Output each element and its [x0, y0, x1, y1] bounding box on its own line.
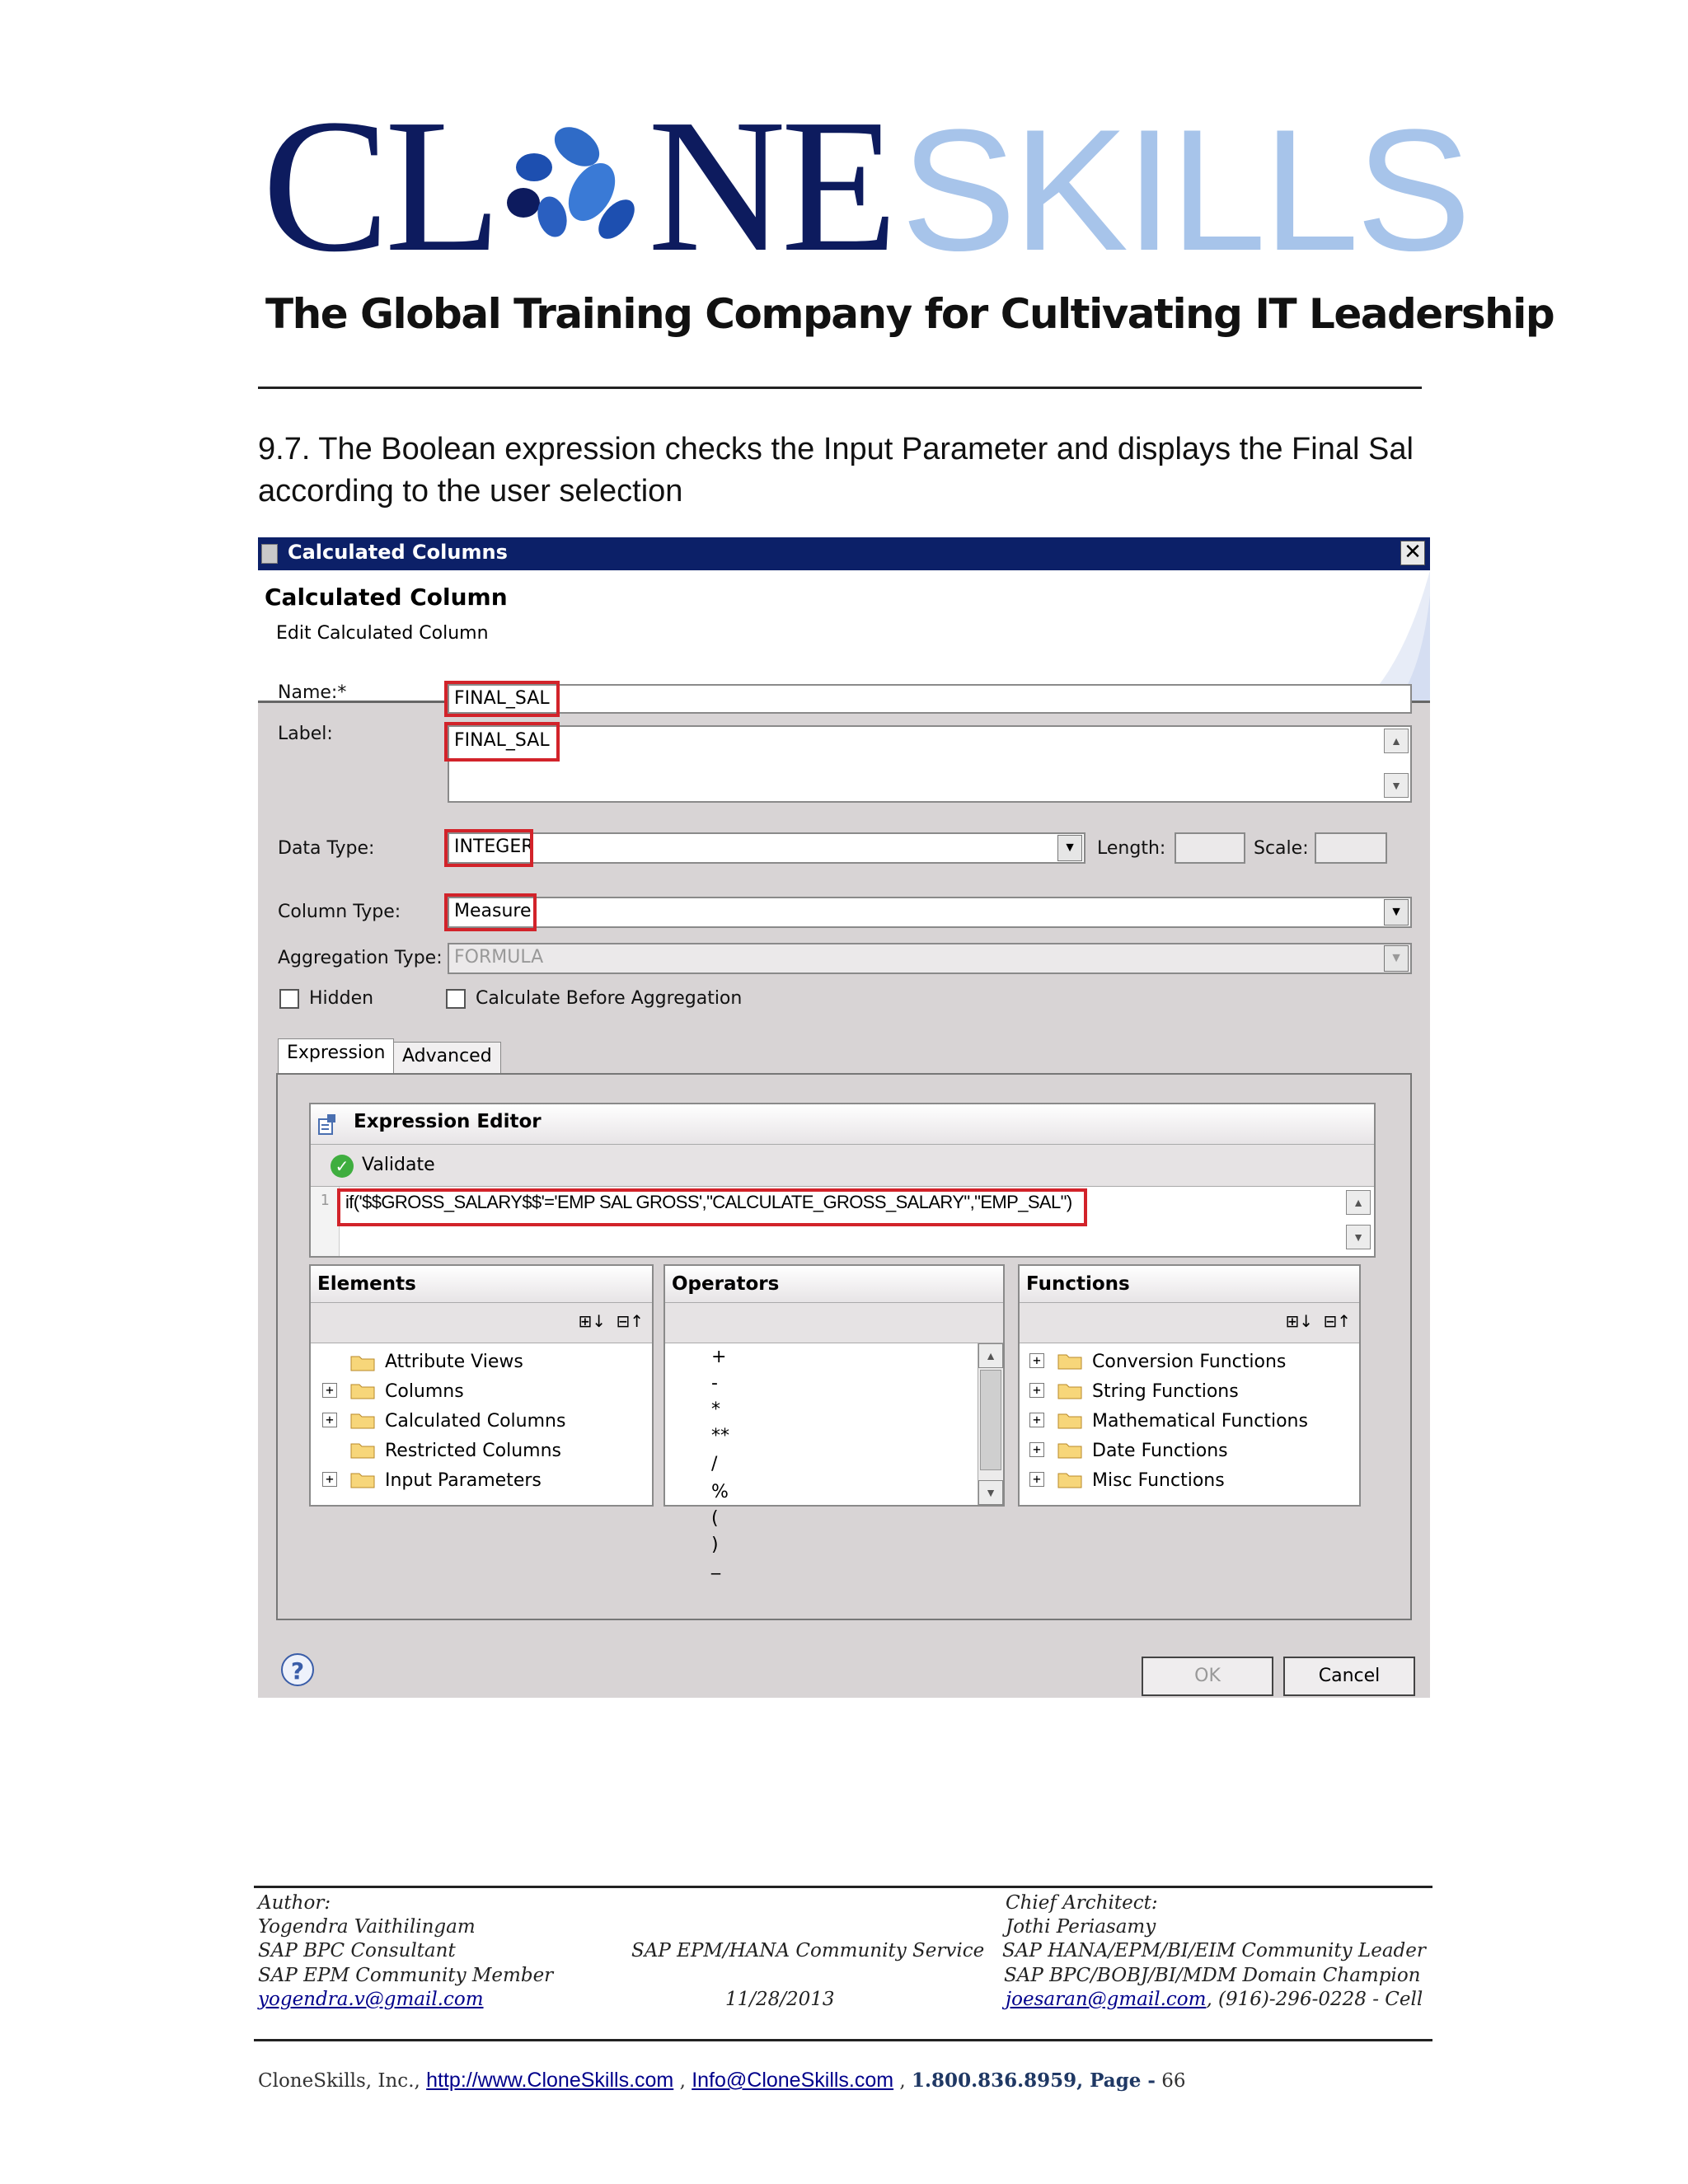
element-columns[interactable]: Columns: [385, 1381, 464, 1402]
author-name: Yogendra Vaithilingam: [258, 1916, 476, 1938]
scroll-up-icon[interactable]: ▲: [978, 1343, 1003, 1368]
function-string[interactable]: String Functions: [1092, 1381, 1239, 1402]
header-divider: [258, 387, 1422, 389]
collapse-all-icon[interactable]: ⊟↑: [616, 1311, 644, 1331]
operator-multiply[interactable]: *: [711, 1399, 720, 1420]
dialog-window-title: Calculated Columns: [288, 541, 508, 564]
label-scroll-up-icon[interactable]: ▲: [1384, 729, 1409, 753]
tagline: The Global Training Company for Cultivating IT Leadership: [265, 290, 1554, 338]
elements-pane: [309, 1264, 654, 1507]
folder-icon: [1057, 1381, 1082, 1399]
community-service: SAP EPM/HANA Community Service: [631, 1940, 985, 1961]
expand-icon[interactable]: +: [322, 1413, 337, 1427]
architect-phone: , (916)-296-0228 - Cell: [1206, 1989, 1423, 2010]
line-number-gutter: [311, 1187, 340, 1256]
elements-toolbar: [311, 1303, 652, 1343]
logo-text-cl: CL: [262, 80, 497, 292]
author-label: Author:: [258, 1892, 331, 1914]
column-type-select[interactable]: Measure: [448, 897, 1412, 928]
name-highlight: [444, 681, 560, 717]
column-type-label: Column Type:: [278, 902, 401, 922]
dialog-titlebar: [258, 537, 1430, 570]
company-name: CloneSkills, Inc.,: [258, 2070, 420, 2092]
banner-decoration-icon: [1331, 570, 1430, 702]
author-role-1: SAP BPC Consultant: [258, 1940, 456, 1961]
length-field[interactable]: [1175, 832, 1245, 864]
operator-underscore[interactable]: _: [711, 1554, 720, 1575]
element-calculated-columns[interactable]: Calculated Columns: [385, 1411, 566, 1432]
validate-button[interactable]: Validate: [362, 1155, 435, 1175]
expand-icon[interactable]: +: [1029, 1353, 1044, 1368]
expand-all-icon[interactable]: ⊞↓: [578, 1311, 606, 1331]
phone-and-page-label: 1.800.836.8959, Page -: [912, 2069, 1156, 2092]
expression-highlight: [337, 1188, 1087, 1226]
folder-icon: [350, 1470, 375, 1488]
scroll-thumb[interactable]: [980, 1370, 1001, 1470]
architect-name: Jothi Periasamy: [1006, 1916, 1156, 1938]
dialog-heading: Calculated Column: [265, 583, 508, 611]
data-type-highlight: [444, 829, 533, 867]
expand-icon[interactable]: +: [1029, 1442, 1044, 1457]
operator-minus[interactable]: -: [711, 1373, 718, 1394]
author-email-link[interactable]: yogendra.v@gmail.com: [258, 1989, 484, 2010]
expression-text[interactable]: if('$$GROSS_SALARY$$'='EMP SAL GROSS',"CALCULATE_GROSS_SALARY","EMP_SAL"): [345, 1192, 1072, 1212]
name-label: Name:*: [278, 682, 347, 703]
cancel-button[interactable]: Cancel: [1283, 1657, 1415, 1696]
scale-field[interactable]: [1315, 832, 1387, 864]
calculate-before-aggregation-checkbox[interactable]: [446, 989, 466, 1009]
label-highlight: [444, 722, 560, 762]
operators-title: Operators: [665, 1266, 1003, 1303]
calculated-columns-dialog: [258, 537, 1430, 1698]
folder-icon: [350, 1411, 375, 1429]
folder-icon: [1057, 1352, 1082, 1370]
step-description: 9.7. The Boolean expression checks the Input Parameter and displays the Final Sal according to the user selection: [258, 432, 1414, 509]
window-icon: [261, 544, 278, 564]
aggregation-type-select[interactable]: FORMULA: [448, 943, 1412, 974]
operator-close-paren[interactable]: ): [711, 1535, 719, 1555]
footer-top-divider: [254, 1886, 1432, 1888]
function-misc[interactable]: Misc Functions: [1092, 1470, 1225, 1491]
architect-contact: [1006, 1989, 1423, 2010]
aggregation-type-label: Aggregation Type:: [278, 948, 443, 968]
validate-toolbar: [311, 1145, 1374, 1187]
label-label: Label:: [278, 724, 333, 744]
architect-role-2: SAP BPC/BOBJ/BI/MDM Domain Champion: [1004, 1965, 1421, 1986]
expression-editor-title: Expression Editor: [354, 1111, 542, 1132]
architect-email-link[interactable]: joesaran@gmail.com: [1006, 1989, 1207, 2010]
help-icon[interactable]: ?: [281, 1653, 314, 1686]
label-scroll-down-icon[interactable]: ▼: [1384, 773, 1409, 798]
collapse-all-icon[interactable]: ⊟↑: [1323, 1311, 1351, 1331]
operators-pane: [663, 1264, 1005, 1575]
data-type-select[interactable]: INTEGER: [448, 832, 1085, 864]
expression-editor-header: [311, 1104, 1374, 1145]
folder-icon: [1057, 1441, 1082, 1459]
function-date[interactable]: Date Functions: [1092, 1441, 1228, 1461]
expand-all-icon[interactable]: ⊞↓: [1285, 1311, 1313, 1331]
ok-button[interactable]: OK: [1142, 1657, 1273, 1696]
function-conversion[interactable]: Conversion Functions: [1092, 1352, 1287, 1372]
length-label: Length:: [1097, 838, 1166, 859]
architect-role-1: SAP HANA/EPM/BI/EIM Community Leader: [1002, 1940, 1426, 1961]
expression-editor: [309, 1103, 1376, 1258]
expand-icon[interactable]: +: [1029, 1383, 1044, 1398]
hidden-label: Hidden: [309, 988, 374, 1009]
folder-icon: [350, 1381, 375, 1399]
column-type-highlight: [444, 893, 537, 931]
tab-expression[interactable]: Expression: [278, 1038, 394, 1075]
operator-power[interactable]: **: [711, 1426, 729, 1446]
calculate-before-aggregation-label: Calculate Before Aggregation: [476, 988, 743, 1009]
operators-toolbar: [665, 1303, 1003, 1343]
expand-icon[interactable]: +: [322, 1472, 337, 1487]
function-mathematical[interactable]: Mathematical Functions: [1092, 1411, 1308, 1432]
element-restricted-columns[interactable]: Restricted Columns: [385, 1441, 562, 1461]
footer-contact-line: [258, 2069, 1186, 2093]
functions-toolbar: [1020, 1303, 1359, 1343]
info-email-link[interactable]: Info@CloneSkills.com: [692, 2069, 894, 2092]
expand-icon[interactable]: +: [1029, 1413, 1044, 1427]
operator-open-paren[interactable]: (: [711, 1508, 719, 1529]
author-role-2: SAP EPM Community Member: [258, 1965, 554, 1986]
column-type-dropdown-icon[interactable]: ▼: [1384, 899, 1409, 926]
operator-divide[interactable]: /: [711, 1454, 718, 1474]
hidden-checkbox[interactable]: [279, 989, 299, 1009]
separator: ,: [899, 2070, 906, 2092]
name-field[interactable]: FINAL_SAL: [448, 684, 1412, 714]
page-number: 66: [1161, 2070, 1186, 2092]
checkmark-icon[interactable]: ✓: [331, 1155, 354, 1178]
elements-title: Elements: [311, 1266, 652, 1303]
separator: ,: [679, 2070, 686, 2092]
line-number: 1: [320, 1192, 330, 1209]
footer-bottom-divider: [254, 2039, 1432, 2041]
folder-icon: [1057, 1411, 1082, 1429]
scroll-down-icon[interactable]: ▼: [978, 1480, 1003, 1505]
folder-icon: [1057, 1470, 1082, 1488]
logo-text-ne: NE: [648, 80, 893, 292]
scale-label: Scale:: [1254, 838, 1309, 859]
expand-icon[interactable]: +: [322, 1383, 337, 1398]
folder-icon: [350, 1441, 375, 1459]
element-input-parameters[interactable]: Input Parameters: [385, 1470, 542, 1491]
folder-icon: [350, 1353, 375, 1371]
functions-title: Functions: [1020, 1266, 1359, 1303]
expression-editor-icon: [317, 1113, 339, 1136]
data-type-dropdown-icon[interactable]: ▼: [1057, 835, 1082, 861]
dialog-subheading: Edit Calculated Column: [276, 623, 489, 644]
document-date: 11/28/2013: [725, 1989, 835, 2010]
operator-modulo[interactable]: %: [711, 1482, 729, 1502]
element-attribute-views[interactable]: Attribute Views: [385, 1352, 523, 1372]
expression-scroll-down-icon[interactable]: ▼: [1346, 1225, 1371, 1249]
logo-bubbles-icon: [507, 119, 641, 245]
expression-scroll-up-icon[interactable]: ▲: [1346, 1190, 1371, 1215]
website-link[interactable]: http://www.CloneSkills.com: [426, 2069, 674, 2092]
architect-label: Chief Architect:: [1006, 1892, 1158, 1914]
operator-plus[interactable]: +: [711, 1347, 727, 1367]
close-icon[interactable]: ✕: [1400, 541, 1425, 565]
expand-icon[interactable]: +: [1029, 1472, 1044, 1487]
label-field[interactable]: FINAL_SAL: [448, 725, 1412, 803]
functions-pane: [1018, 1264, 1361, 1507]
tab-advanced[interactable]: Advanced: [393, 1042, 501, 1075]
cloneskills-logo: [262, 80, 1469, 292]
data-type-label: Data Type:: [278, 838, 375, 859]
logo-text-skills: SKILLS: [901, 93, 1469, 287]
aggregation-type-dropdown-icon[interactable]: ▼: [1384, 945, 1409, 972]
operators-scrollbar[interactable]: [978, 1343, 1003, 1505]
